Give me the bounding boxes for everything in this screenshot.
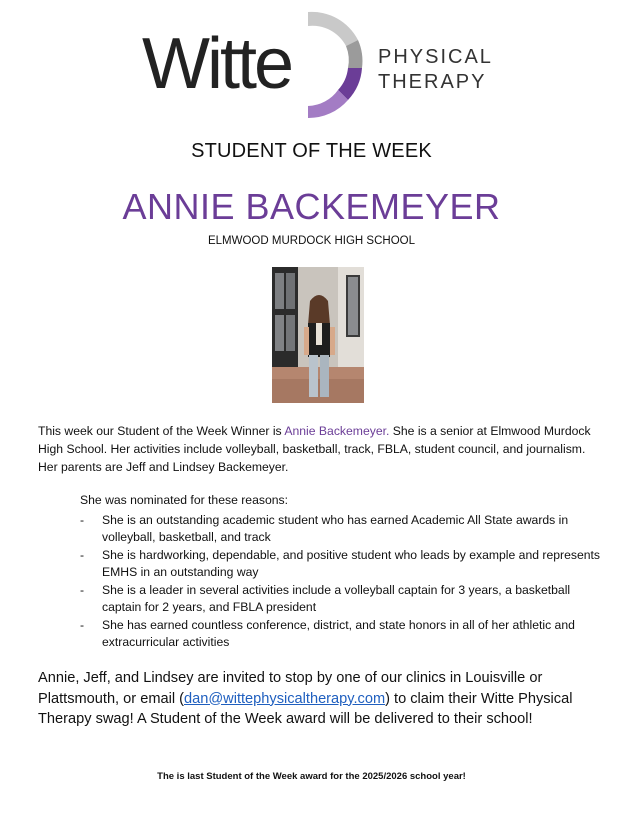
intro-student-name: Annie Backemeyer. <box>284 424 390 438</box>
list-item <box>80 512 600 547</box>
logo-wordmark: Witte <box>142 24 292 104</box>
logo-line-physical: PHYSICAL <box>378 46 493 68</box>
list-item-text: She is hardworking, dependable, and positive student who leads by example and represents EMHS in an outstanding way <box>102 547 600 579</box>
page-title: STUDENT OF THE WEEK <box>191 140 432 162</box>
outro-text-after: ) to claim their Witte Physical Therapy swag! A Student of the Week award will be delivered to their school! <box>38 690 573 727</box>
list-bullet: - <box>80 582 85 597</box>
list-item-text: She has earned countless conference, district, and state honors in all of her athletic and extracurricular activities <box>102 617 575 649</box>
intro-text-after: She is a senior at Elmwood Murdock High School. Her activities include volleyball, basketball, track, FBLA, student council, and journalism. Her parents are Jeff and Lindsey Backemeyer. <box>38 424 591 474</box>
list-item-text: She is an outstanding academic student who has earned Academic All State awards in volleyball, basketball, and track <box>102 512 569 544</box>
list-item <box>80 582 600 617</box>
list-bullet: - <box>80 617 85 632</box>
outro-paragraph <box>38 668 598 730</box>
email-link[interactable]: dan@wittephysicaltherapy.com <box>184 690 386 707</box>
list-item-text: She is a leader in several activities include a volleyball captain for 3 years, a basketball captain for 2 years, and FBLA president <box>102 582 571 614</box>
list-item <box>80 617 600 652</box>
outro-text-before: Annie, Jeff, and Lindsey are invited to stop by one of our clinics in Louisville or Plattsmouth, or email ( <box>38 670 543 707</box>
reasons-section <box>80 492 600 652</box>
intro-text-before: This week our Student of the Week Winner is <box>38 424 285 438</box>
student-name: ANNIE BACKEMEYER <box>122 186 501 227</box>
witte-logo <box>140 8 500 120</box>
reasons-heading: She was nominated for these reasons: <box>80 493 288 507</box>
footer-note: The is last Student of the Week award for the 2025/2026 school year! <box>157 771 466 782</box>
logo-line-therapy: THERAPY <box>378 71 487 93</box>
student-photo <box>272 267 364 403</box>
reasons-list <box>80 512 600 652</box>
list-bullet: - <box>80 547 85 562</box>
list-bullet: - <box>80 512 85 527</box>
intro-paragraph <box>38 422 593 476</box>
list-item <box>80 547 600 582</box>
logo-arc-icon <box>308 12 362 118</box>
school-name: ELMWOOD MURDOCK HIGH SCHOOL <box>207 235 415 247</box>
